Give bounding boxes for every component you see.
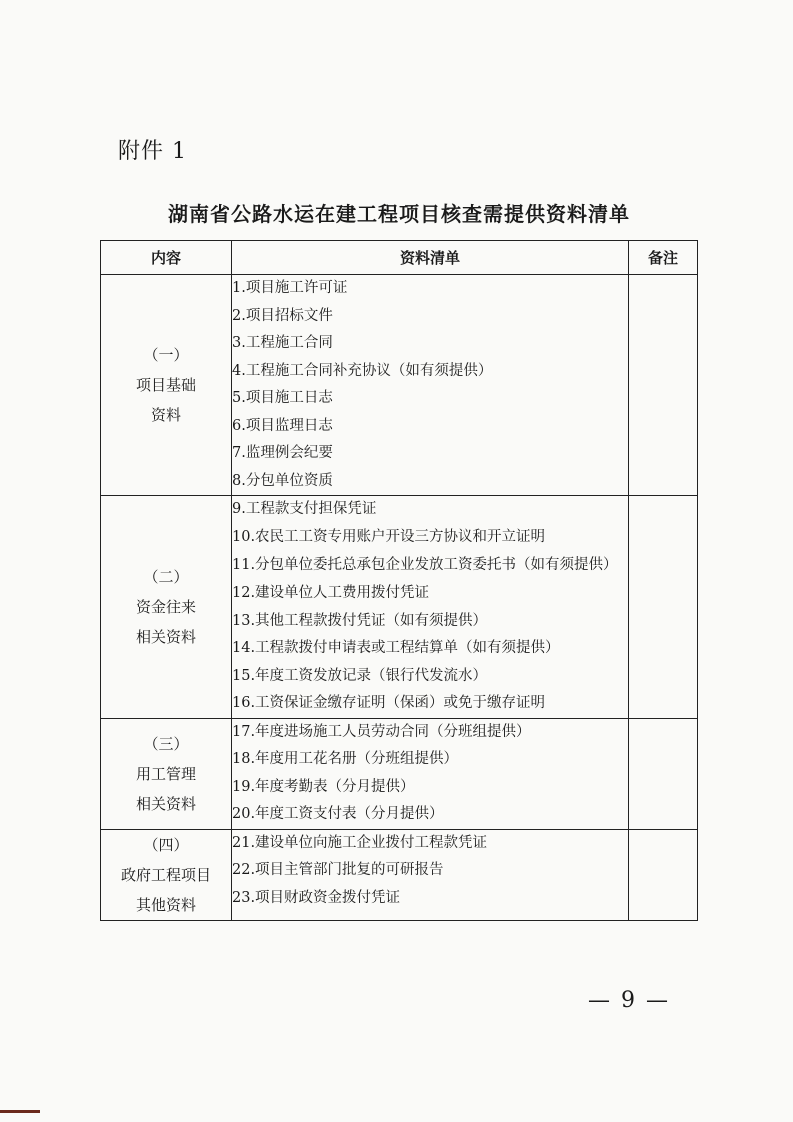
section-items	[232, 275, 629, 496]
section-label	[101, 718, 232, 829]
remark-cell	[629, 496, 698, 719]
list-item: 3.工程施工合同	[232, 335, 333, 351]
header-remark: 备注	[629, 241, 698, 275]
list-item: 1.项目施工许可证	[232, 280, 348, 296]
table-row	[101, 829, 698, 920]
section-items	[232, 718, 629, 829]
table-row	[101, 275, 698, 496]
section-name-line: 相关资料	[135, 627, 196, 646]
list-item: 8.分包单位资质	[232, 472, 333, 489]
document-title: 湖南省公路水运在建工程项目核查需提供资料清单	[168, 202, 630, 226]
scan-edge-mark	[0, 1110, 40, 1113]
section-number: （二）	[143, 567, 189, 586]
section-items	[232, 496, 629, 719]
header-content: 内容	[101, 241, 232, 275]
list-item: 7.监理例会纪要	[232, 445, 333, 461]
list-item: 20.年度工资支付表（分月提供）	[232, 806, 444, 822]
list-item: 21.建设单位向施工企业拨付工程款凭证	[232, 834, 488, 851]
list-item: 2.项目招标文件	[232, 307, 333, 324]
list-item: 22.项目主管部门批复的可研报告	[232, 862, 444, 878]
materials-table	[100, 240, 698, 921]
table-row	[101, 718, 698, 829]
list-item: 15.年度工资发放记录（银行代发流水）	[232, 667, 488, 684]
section-name-line: 资料	[150, 406, 181, 424]
section-name-line: 资金往来	[135, 597, 196, 616]
list-item: 5.项目施工日志	[232, 390, 333, 406]
list-item: 6.项目监理日志	[232, 417, 333, 434]
section-name-line: 项目基础	[135, 376, 196, 394]
remark-cell	[629, 718, 698, 829]
list-item: 13.其他工程款拨付凭证（如有须提供）	[232, 612, 488, 629]
table-row	[101, 496, 698, 719]
list-item: 14.工程款拨付申请表或工程结算单（如有须提供）	[232, 640, 560, 656]
list-item: 10.农民工工资专用账户开设三方协议和开立证明	[232, 528, 546, 545]
list-item: 9.工程款支付担保凭证	[232, 501, 377, 517]
page-number: — 9 —	[588, 988, 670, 1013]
list-item: 12.建设单位人工费用拨付凭证	[232, 585, 430, 601]
section-name-line: 相关资料	[135, 794, 196, 813]
attachment-label: 附件 1	[118, 139, 187, 164]
table-header-row	[101, 241, 698, 275]
section-name-line: 政府工程项目	[120, 865, 211, 884]
remark-cell	[629, 275, 698, 496]
section-label	[101, 275, 232, 496]
section-name-line: 用工管理	[135, 764, 196, 783]
list-item: 16.工资保证金缴存证明（保函）或免于缴存证明	[232, 695, 546, 711]
list-item: 11.分包单位委托总承包企业发放工资委托书（如有须提供）	[232, 557, 618, 573]
section-number: （四）	[143, 835, 189, 854]
list-item: 18.年度用工花名册（分班组提供）	[232, 751, 459, 767]
list-item: 17.年度进场施工人员劳动合同（分班组提供）	[232, 723, 531, 740]
section-name-line: 其他资料	[135, 895, 196, 914]
section-label	[101, 496, 232, 719]
section-items	[232, 829, 629, 920]
section-number: （三）	[143, 734, 189, 753]
list-item: 19.年度考勤表（分月提供）	[232, 778, 415, 795]
list-item: 23.项目财政资金拨付凭证	[232, 889, 401, 906]
section-label	[101, 829, 232, 920]
header-list: 资料清单	[232, 241, 629, 275]
section-number: （一）	[143, 346, 189, 364]
remark-cell	[629, 829, 698, 920]
list-item: 4.工程施工合同补充协议（如有须提供）	[232, 362, 493, 379]
